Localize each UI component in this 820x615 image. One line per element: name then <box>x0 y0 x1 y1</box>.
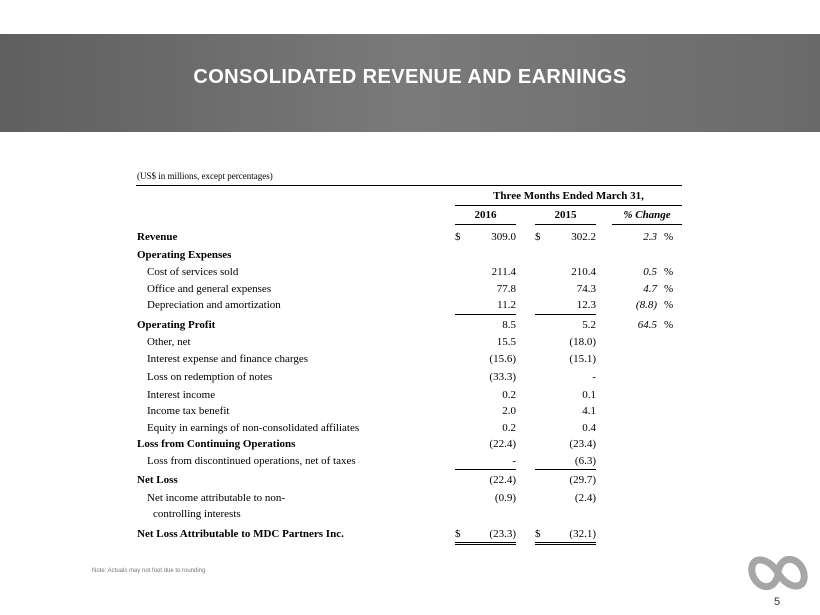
column-rule-2015 <box>535 224 596 225</box>
value-2016: (33.3) <box>489 371 516 383</box>
table-row-loss-continuing-ops <box>0 438 820 453</box>
value-2016: 211.4 <box>491 266 516 278</box>
slide-title: CONSOLIDATED REVENUE AND EARNINGS <box>193 66 627 88</box>
value-2015: 210.4 <box>571 266 596 278</box>
value-2016: - <box>512 455 516 467</box>
total-double-rule-2015-a <box>535 542 596 543</box>
subtotal-rule-2016 <box>455 469 516 470</box>
table-row-loss-on-redemption <box>0 371 820 386</box>
column-header-2016: 2016 <box>474 209 497 221</box>
table-row-interest-expense <box>0 353 820 368</box>
value-2015: (32.1) <box>569 528 596 540</box>
value-change: 2.3 <box>643 231 657 243</box>
percent-sign: % <box>664 231 674 243</box>
value-2016: 2.0 <box>502 405 516 417</box>
value-2016: 309.0 <box>491 231 516 243</box>
row-label: Net Loss <box>137 474 178 486</box>
column-rule-2016 <box>455 224 516 225</box>
value-change: 4.7 <box>643 283 657 295</box>
period-header: Three Months Ended March 31, <box>493 190 644 202</box>
row-label: Loss on redemption of notes <box>147 371 273 383</box>
table-row-depreciation <box>0 299 820 314</box>
row-label: Loss from discontinued operations, net of taxes <box>147 455 356 467</box>
row-label: Loss from Continuing Operations <box>137 438 296 450</box>
value-2015: (18.0) <box>569 336 596 348</box>
value-2015: (6.3) <box>574 455 596 467</box>
row-label: Net income attributable to non- <box>147 492 286 504</box>
value-2015: (23.4) <box>569 438 596 450</box>
column-rule-change <box>612 224 682 225</box>
table-row-equity-earnings <box>0 422 820 437</box>
period-rule <box>455 205 682 206</box>
value-2015: 12.3 <box>576 299 596 311</box>
total-double-rule-2015-b <box>535 544 596 545</box>
row-label: Equity in earnings of non-consolidated affiliates <box>147 422 360 434</box>
table-row-office-general <box>0 283 820 298</box>
row-label: Income tax benefit <box>147 405 230 417</box>
units-note: (US$ in millions, except percentages) <box>137 171 273 181</box>
value-2015: (2.4) <box>574 492 596 504</box>
value-2015: 74.3 <box>576 283 596 295</box>
percent-sign: % <box>664 283 674 295</box>
value-2016: 0.2 <box>502 389 516 401</box>
row-label: Other, net <box>147 336 191 348</box>
total-double-rule-2016-a <box>455 542 516 543</box>
value-2015: - <box>592 371 596 383</box>
value-2015: (29.7) <box>569 474 596 486</box>
table-row-other-net <box>0 336 820 351</box>
row-label-continuation: controlling interests <box>153 508 241 520</box>
percent-sign: % <box>664 319 674 331</box>
row-label: Operating Expenses <box>137 249 232 261</box>
footnote: Note: Actuals may not foot due to rounding <box>92 568 206 574</box>
value-2015: 5.2 <box>582 319 596 331</box>
value-2016: 15.5 <box>496 336 516 348</box>
row-label: Net Loss Attributable to MDC Partners Inc. <box>137 528 344 540</box>
percent-sign: % <box>664 299 674 311</box>
column-header-2015: 2015 <box>554 209 577 221</box>
row-label: Interest income <box>147 389 216 401</box>
subtotal-rule-2016 <box>455 314 516 315</box>
value-change: 0.5 <box>643 266 657 278</box>
total-double-rule-2016-b <box>455 544 516 545</box>
value-change: 64.5 <box>637 319 657 331</box>
value-2015: 0.1 <box>582 389 596 401</box>
subtotal-rule-2015 <box>535 469 596 470</box>
table-row-interest-income <box>0 389 820 404</box>
table-row-net-loss <box>0 474 820 489</box>
table-row-net-loss-attributable <box>0 528 820 543</box>
value-2016: 77.8 <box>496 283 516 295</box>
currency-2016: $ <box>455 528 461 540</box>
mdc-logo-icon <box>748 551 808 595</box>
table-row-cost-of-services <box>0 266 820 281</box>
value-change: (8.8) <box>635 299 657 311</box>
row-label: Revenue <box>137 231 178 243</box>
row-label: Interest expense and finance charges <box>147 353 309 365</box>
value-2016: (0.9) <box>494 492 516 504</box>
value-2016: 8.5 <box>502 319 516 331</box>
table-row-income-tax-benefit <box>0 405 820 420</box>
column-header-change: % Change <box>623 209 671 221</box>
row-label: Cost of services sold <box>147 266 239 278</box>
value-2015: 0.4 <box>582 422 596 434</box>
table-row-loss-discontinued-ops <box>0 455 820 470</box>
currency-2015: $ <box>535 528 541 540</box>
value-2016: 11.2 <box>497 299 516 311</box>
table-row-operating-profit <box>0 319 820 334</box>
currency-2015: $ <box>535 231 541 243</box>
row-label: Depreciation and amortization <box>147 299 281 311</box>
percent-sign: % <box>664 266 674 278</box>
header-rule <box>136 185 682 186</box>
page-number: 5 <box>774 596 781 608</box>
value-2015: 302.2 <box>571 231 596 243</box>
table-row-noncontrolling-interests-line2 <box>0 508 820 523</box>
row-label: Office and general expenses <box>147 283 272 295</box>
table-row-operating-expenses <box>0 249 820 264</box>
value-2016: (23.3) <box>489 528 516 540</box>
row-label: Operating Profit <box>137 319 216 331</box>
table-row-revenue <box>0 231 820 246</box>
value-2016: 0.2 <box>502 422 516 434</box>
subtotal-rule-2015 <box>535 314 596 315</box>
value-2015: 4.1 <box>582 405 596 417</box>
table-row-noncontrolling-interests <box>0 492 820 507</box>
value-2015: (15.1) <box>569 353 596 365</box>
value-2016: (22.4) <box>489 438 516 450</box>
value-2016: (22.4) <box>489 474 516 486</box>
value-2016: (15.6) <box>489 353 516 365</box>
currency-2016: $ <box>455 231 461 243</box>
